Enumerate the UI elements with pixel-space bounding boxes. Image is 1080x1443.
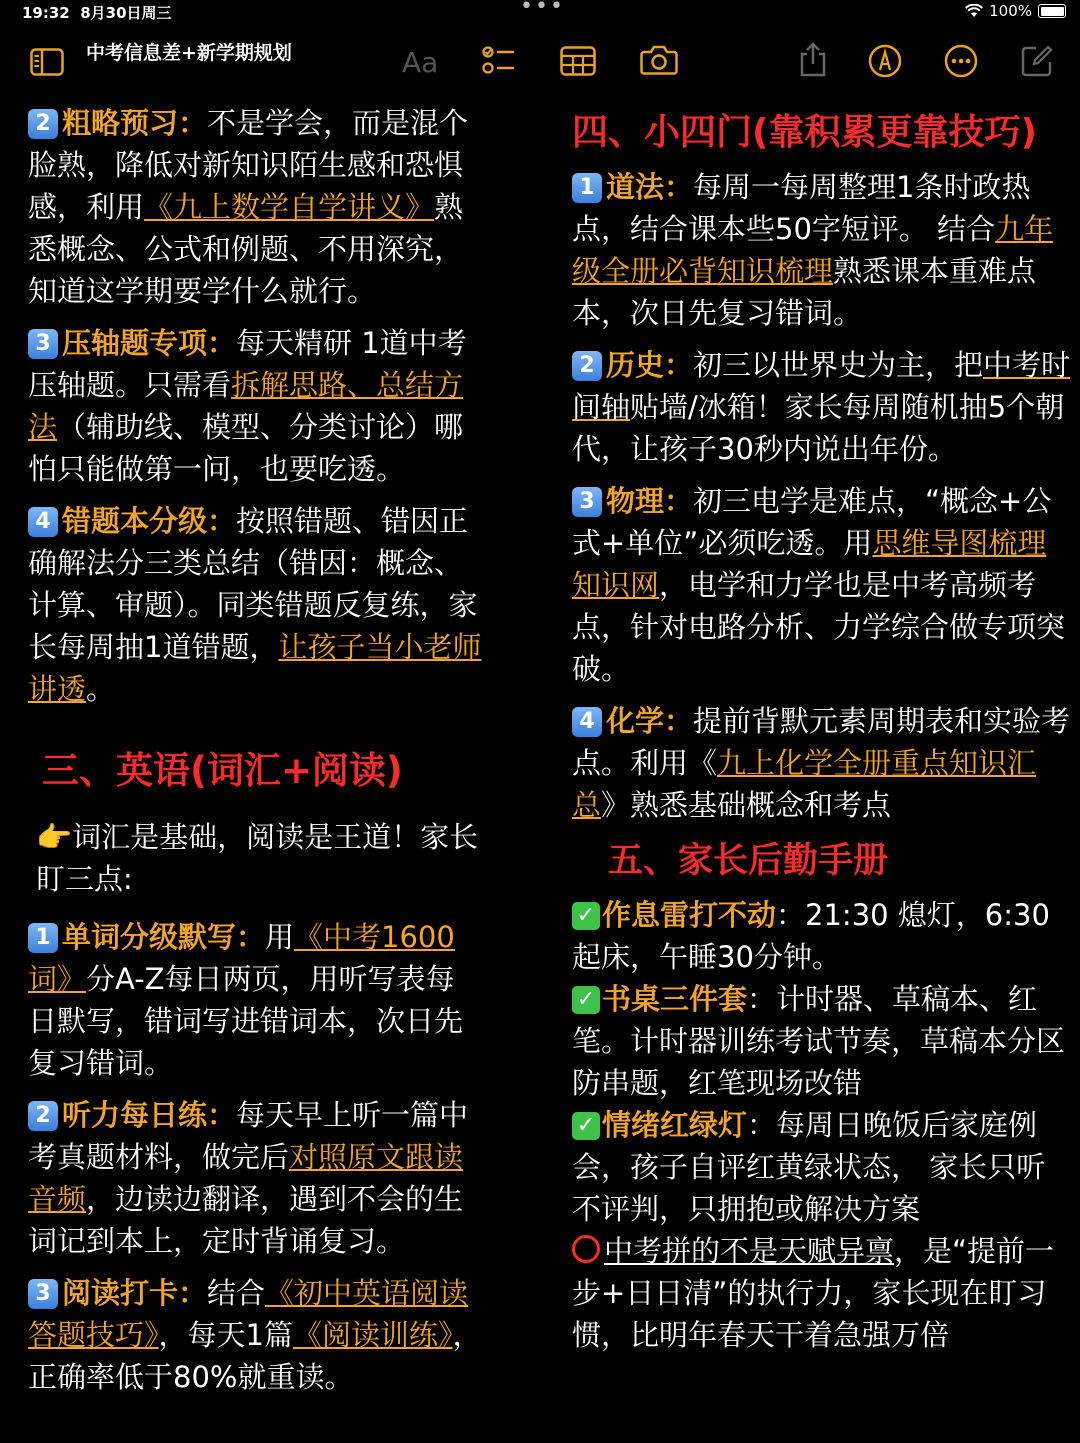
note-title: 中考信息差+新学期规划 (86, 42, 292, 64)
format-button[interactable]: Aa (402, 46, 439, 79)
section-3-heading: 三、英语(词汇+阅读) (42, 749, 403, 792)
share-icon[interactable] (798, 42, 828, 78)
sidebar-toggle-icon[interactable] (30, 48, 64, 76)
compose-icon[interactable] (1020, 44, 1054, 78)
camera-icon[interactable] (640, 44, 678, 76)
minor-item-3: 3 物理：初三电学是难点，“概念+公式+单位”必须吃透。用思维导图梳理知识网，电学和力学也是中考高频考点，针对电路分析、力学综合做专项突破。 (572, 484, 1066, 686)
section-5-heading: 五、家长后勤手册 (608, 841, 889, 881)
parent-item-2: ✓ 书桌三件套：计时器、草稿本、红笔。计时器训练考试节奏，草稿本分区防串题，红笔现场改错 (572, 982, 1066, 1100)
checkmark-icon: ✓ (572, 986, 600, 1014)
status-bar (0, 0, 1080, 26)
english-item-2: 2 听力每日练：每天早上听一篇中考真题材料，做完后对照原文跟读音频，边读边翻译，遇到不会的生词记到本上，定时背诵复习。 (28, 1098, 469, 1258)
status-time: 19:32 8月30日周三 (22, 4, 172, 22)
number-4-icon: 4 (28, 507, 58, 537)
link-little-teacher[interactable]: 让孩子当小老师讲透 (28, 630, 482, 706)
number-3-icon: 3 (28, 329, 58, 359)
number-2-icon: 2 (572, 351, 602, 381)
math-item-4: 4 错题本分级：按照错题、错因正确解法分三类总结（错因：概念、计算、审题）。同类错题反复练，家长每周抽1道错题，让孩子当小老师讲透。 (28, 504, 482, 706)
minor-item-2: 2 历史：初三以世界史为主，把中考时间轴贴墙/冰箱！家长每周随机抽5个朝代，让孩子30秒内说出年份。 (572, 348, 1071, 466)
math-item-2: 2 粗略预习：不是学会，而是混个脸熟，降低对新知识陌生感和恐惧感，利用《九上数学自学讲义》熟悉概念、公式和例题、不用深究，知道这学期要学什么就行。 (28, 106, 469, 308)
checkmark-icon: ✓ (572, 902, 600, 930)
link-reading-skills[interactable]: 《初中英语阅读答题技巧》 (28, 1276, 469, 1352)
link-reading-training[interactable]: 《阅读训练》 (292, 1318, 453, 1352)
table-icon[interactable] (560, 46, 596, 76)
right-column (572, 100, 1072, 1366)
checkmark-icon: ✓ (572, 1112, 600, 1140)
english-item-3: 3 阅读打卡：结合《初中英语阅读答题技巧》，每天1篇《阅读训练》，正确率低于80%就重读。 (28, 1276, 482, 1394)
pointing-hand-icon: 👉 (36, 820, 73, 854)
parent-item-1: ✓ 作息雷打不动：21:30 熄灯，6:30起床，午睡30分钟。 (572, 898, 1050, 974)
markup-pen-icon[interactable] (868, 44, 902, 78)
status-right (965, 2, 1066, 20)
left-column (28, 100, 483, 1408)
closing-note: 中考拼的不是天赋异禀，是“提前一步+日日清”的执行力，家长现在盯习惯，比明年春天干着急强万倍 (572, 1234, 1055, 1352)
number-1-icon: 1 (28, 923, 58, 953)
multitask-dots-icon[interactable]: ••• (520, 0, 565, 19)
link-grade9-summary[interactable]: 九年级全册必背知识梳理 (572, 212, 1054, 288)
battery-icon (1038, 4, 1066, 18)
math-item-3: 3 压轴题专项：每天精研 1道中考压轴题。只需看拆解思路、总结方法（辅助线、模型、分类讨论）哪怕只能做第一问，也要吃透。 (28, 326, 467, 486)
link-analysis-method[interactable]: 拆解思路、总结方法 (28, 368, 464, 444)
more-options-icon[interactable] (944, 44, 978, 78)
link-closing[interactable]: 中考拼的不是天赋异禀 (604, 1234, 895, 1268)
wifi-icon (965, 4, 983, 18)
english-item-1: 1 单词分级默写：用《中考1600词》分A-Z每日两页，用听写表每日默写，错词写进错词本，次日先复习错词。 (28, 920, 464, 1080)
link-1600-words[interactable]: 《中考1600词》 (28, 920, 455, 996)
link-math-handout[interactable]: 《九上数学自学讲义》 (144, 190, 435, 224)
checklist-icon[interactable] (482, 44, 516, 78)
minor-item-4: 4 化学：提前背默元素周期表和实验考点。利用《九上化学全册重点知识汇总》熟悉基础概念和考点 (572, 704, 1071, 822)
number-4-icon: 4 (572, 707, 602, 737)
number-3-icon: 3 (28, 1279, 58, 1309)
parent-item-3: ✓ 情绪红绿灯：每周日晚饭后家庭例会，孩子自评红黄绿状态， 家长只听不评判，只拥抱或解决方案 (572, 1108, 1046, 1226)
link-chemistry-summary[interactable]: 九上化学全册重点知识汇总 (572, 746, 1037, 822)
minor-item-1: 1 道法：每周一每周整理1条时政热点，结合课本些50字短评。 结合九年级全册必背知识梳理熟悉课本重难点本，次日先复习错词。 (572, 170, 1054, 330)
number-1-icon: 1 (572, 173, 602, 203)
link-mind-map[interactable]: 思维导图梳理知识网 (572, 526, 1047, 602)
section-4-heading: 四、小四门(靠积累更靠技巧) (572, 112, 1037, 153)
english-intro: 👉词汇是基础，阅读是王道！家长盯三点: (36, 820, 479, 896)
link-timeline[interactable]: 中考时间轴 (572, 348, 1071, 424)
number-3-icon: 3 (572, 487, 602, 517)
number-2-icon: 2 (28, 109, 58, 139)
red-circle-icon (572, 1235, 600, 1263)
number-2-icon: 2 (28, 1101, 58, 1131)
link-shadow-audio[interactable]: 对照原文跟读音频 (28, 1140, 464, 1216)
battery-percent: 100% (989, 2, 1032, 20)
